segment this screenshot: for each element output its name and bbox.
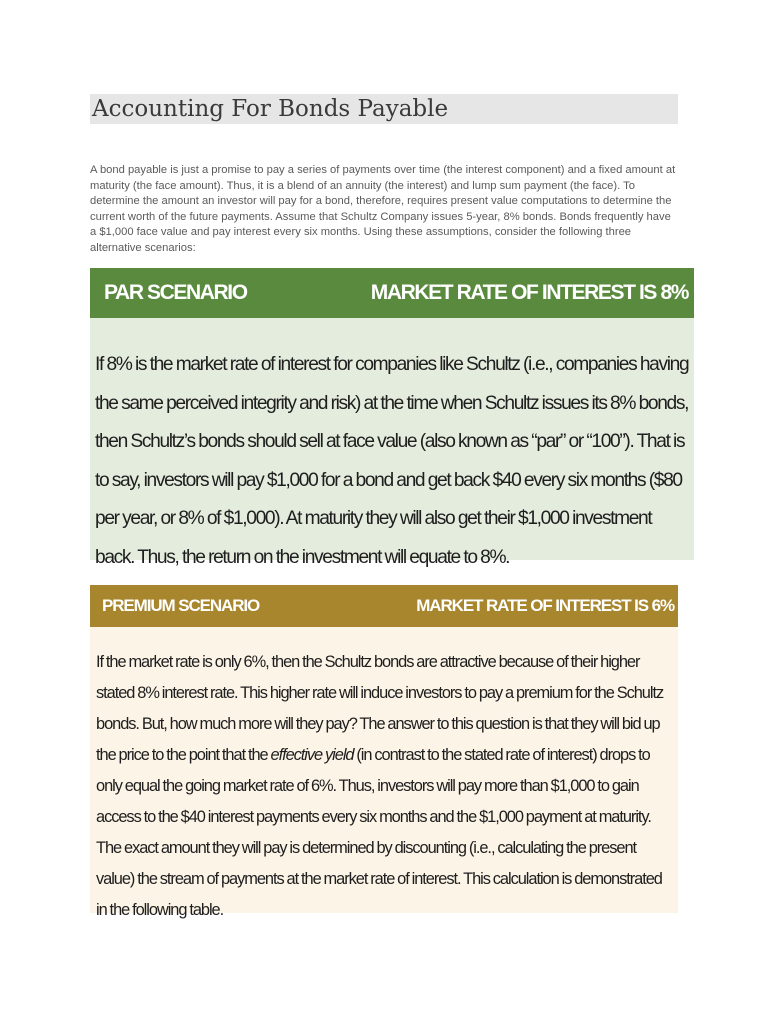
par-scenario-body xyxy=(90,318,694,568)
premium-scenario-title: PREMIUM SCENARIO xyxy=(102,596,260,615)
premium-text-emphasis: effective yield xyxy=(270,746,354,764)
intro-paragraph xyxy=(90,163,680,256)
premium-scenario-text xyxy=(96,647,674,926)
premium-market-rate-label: MARKET RATE OF INTEREST IS 6% xyxy=(416,596,674,615)
par-scenario-title: PAR SCENARIO xyxy=(104,281,247,304)
intro-text: A bond payable is just a promise to pay a series of payments over time (the interest component) and a fixed amount at maturity (the face amount). Thus, it is a blend of an annuity (the interest) and lump sum payment (the face). To determine the amount an investor will pay for a bond, therefore, requires present value computations to determine the current worth of the future payments. Assume that Schultz Company issues 5-year, 8% bonds. Bonds frequently have a $1,000 face value and pay interest every six months. Using these assumptions, consider the following three alternative scenarios: xyxy=(90,164,676,254)
premium-text-part-2: (in contrast to the stated rate of interest) drops to only equal the going market rate of 6%. Thus, investors will pay more than $1,000 to gain access to the $40 interest payments every six months and the $1,000 payment at maturity. The exact amount they will pay is determined by discounting (i.e., calculating the present value) the stream of payments at the market rate of interest. This calculation is demonstrated in the following table. xyxy=(96,746,662,919)
par-scenario-text: If 8% is the market rate of interest for companies like Schultz (i.e., companies having the same perceived integrity and risk) at the time when Schultz issues its 8% bonds, then Schultz’s bonds should sell at face value (also known as “par” or “100”). That is to say, investors will pay $1,000 for a bond and get back $40 every six months ($80 per year, or 8% of $1,000). At maturity they will also get their $1,000 investment back. Thus, the return on the investment will equate to 8%. xyxy=(95,354,689,568)
premium-scenario-header xyxy=(90,585,678,627)
page-title: Accounting For Bonds Payable xyxy=(90,94,678,124)
par-scenario-header xyxy=(90,268,694,318)
par-market-rate-label: MARKET RATE OF INTEREST IS 8% xyxy=(370,281,688,304)
premium-text-part-1: If the market rate is only 6%, then the Schultz bonds are attractive because of their higher stated 8% interest rate. This higher rate will induce investors to pay a premium for the Schultz bonds. But, how much more will they pay? The answer to this question is that they will bid up the price to the point that the xyxy=(96,653,664,764)
premium-scenario-body xyxy=(90,627,678,919)
